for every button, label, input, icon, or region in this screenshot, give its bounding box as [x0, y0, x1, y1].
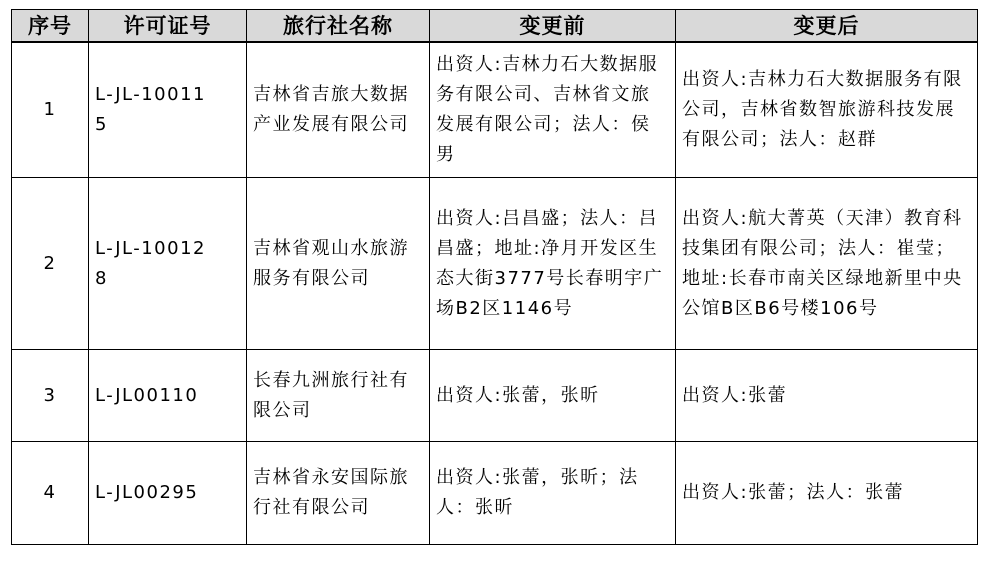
header-after-change: 变更后 — [676, 10, 978, 42]
header-license-no: 许可证号 — [89, 10, 247, 42]
after-change-cell: 出资人:吉林力石大数据服务有限公司，吉林省数智旅游科技发展有限公司；法人：赵群 — [676, 42, 978, 178]
license-no-text: L-JL-100128 — [95, 237, 206, 289]
license-no-cell: L-JL00110 — [89, 350, 247, 442]
agency-name-cell: 吉林省观山水旅游服务有限公司 — [247, 178, 430, 350]
before-change-cell: 出资人:吕昌盛；法人：吕昌盛；地址:净月开发区生态大街3777号长春明宇广场B2区1146号 — [430, 178, 676, 350]
serial-no-cell: 4 — [12, 442, 89, 545]
header-serial-no: 序号 — [12, 10, 89, 42]
table-row — [12, 442, 978, 545]
license-no-cell: L-JL00295 — [89, 442, 247, 545]
after-change-cell: 出资人:张蕾；法人：张蕾 — [676, 442, 978, 545]
after-change-cell: 出资人:张蕾 — [676, 350, 978, 442]
serial-no-cell: 3 — [12, 350, 89, 442]
serial-no-cell: 2 — [12, 178, 89, 350]
after-change-cell: 出资人:航大菁英（天津）教育科技集团有限公司；法人：崔莹；地址:长春市南关区绿地新里中央公馆B区B6号楼106号 — [676, 178, 978, 350]
agency-name-cell: 长春九洲旅行社有限公司 — [247, 350, 430, 442]
table-row — [12, 42, 978, 178]
before-change-cell: 出资人:张蕾，张昕 — [430, 350, 676, 442]
serial-no-cell: 1 — [12, 42, 89, 178]
header-before-change: 变更前 — [430, 10, 676, 42]
table-row — [12, 178, 978, 350]
agency-name-cell: 吉林省永安国际旅行社有限公司 — [247, 442, 430, 545]
header-agency-name: 旅行社名称 — [247, 10, 430, 42]
license-no-cell — [89, 42, 247, 178]
before-change-cell: 出资人:吉林力石大数据服务有限公司、吉林省文旅发展有限公司；法人：侯男 — [430, 42, 676, 178]
table-row — [12, 350, 978, 442]
header-row — [12, 10, 978, 42]
change-table — [11, 9, 978, 545]
license-no-text: L-JL-100115 — [95, 83, 206, 135]
agency-name-cell: 吉林省吉旅大数据产业发展有限公司 — [247, 42, 430, 178]
before-change-cell: 出资人:张蕾，张昕；法人：张昕 — [430, 442, 676, 545]
license-no-cell — [89, 178, 247, 350]
